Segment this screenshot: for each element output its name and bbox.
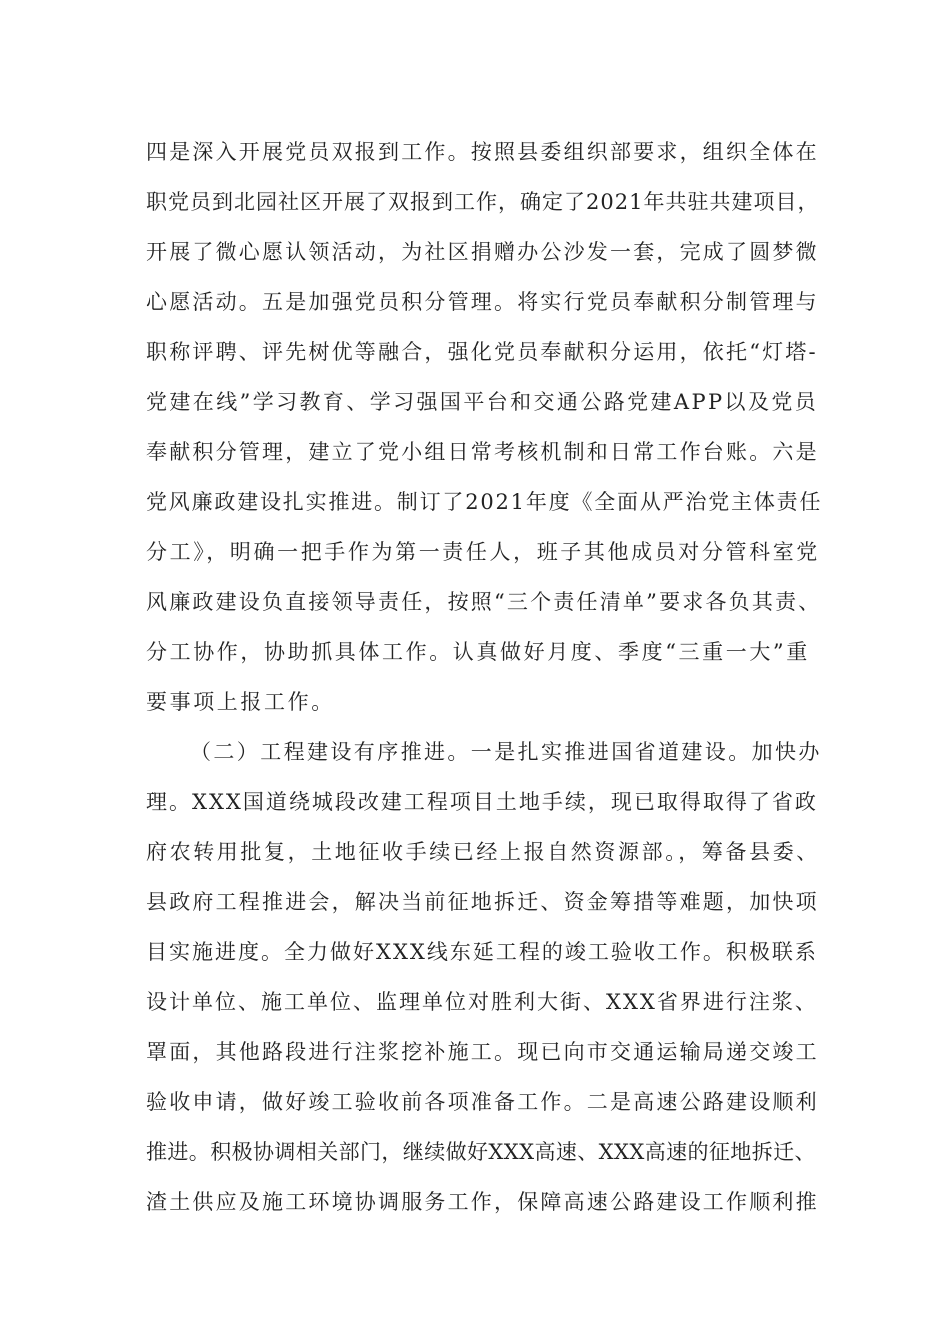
text-line: 党风廉政建设扎实推进。制订了2021年度《全面从严治党主体责任	[146, 490, 823, 514]
text-line: 推进。积极协调相关部门，继续做好XXX高速、XXX高速的征地拆迁、	[146, 1140, 816, 1164]
text-line: 分工协作，协助抓具体工作。认真做好月度、季度“三重一大”重	[146, 640, 810, 664]
text-line: 目实施进度。全力做好XXX线东延工程的竣工验收工作。积极联系	[146, 940, 818, 964]
text-line: 验收申请，做好竣工验收前各项准备工作。二是高速公路建设顺利	[146, 1090, 819, 1114]
text-line: 分工》，明确一把手作为第一责任人，班子其他成员对分管科室党	[146, 540, 820, 564]
section-heading-line: （二）工程建设有序推进。一是扎实推进国省道建设。加快办	[190, 740, 822, 764]
text-line: 奉献积分管理，建立了党小组日常考核机制和日常工作台账。六是	[146, 440, 819, 464]
text-line: 四是深入开展党员双报到工作。按照县委组织部要求，组织全体在	[146, 140, 819, 164]
text-line: 理。XXX国道绕城段改建工程项目土地手续，现已取得取得了省政	[146, 790, 818, 814]
text-line: 要事项上报工作。	[146, 690, 335, 714]
text-line: 心愿活动。五是加强党员积分管理。将实行党员奉献积分制管理与	[146, 290, 819, 314]
text-line: 党建在线”学习教育、学习强国平台和交通公路党建APP以及党员	[146, 390, 819, 414]
text-line: 罩面，其他路段进行注浆挖补施工。现已向市交通运输局递交竣工	[146, 1040, 819, 1064]
text-line: 职称评聘、评先树优等融合，强化党员奉献积分运用，依托“灯塔-	[146, 340, 818, 364]
text-line: 开展了微心愿认领活动，为社区捐赠办公沙发一套，完成了圆梦微	[146, 240, 819, 264]
text-line: 渣土供应及施工环境协调服务工作，保障高速公路建设工作顺利推	[146, 1190, 819, 1214]
text-line: 府农转用批复，土地征收手续已经上报自然资源部。，筹备县委、	[146, 840, 820, 864]
text-line: 设计单位、施工单位、监理单位对胜利大街、XXX省界进行注浆、	[146, 990, 818, 1014]
text-line: 职党员到北园社区开展了双报到工作，确定了2021年共驻共建项目，	[146, 190, 820, 214]
text-line: 风廉政建设负直接领导责任，按照“三个责任清单”要求各负其责、	[146, 590, 822, 614]
text-line: 县政府工程推进会，解决当前征地拆迁、资金筹措等难题，加快项	[146, 890, 819, 914]
